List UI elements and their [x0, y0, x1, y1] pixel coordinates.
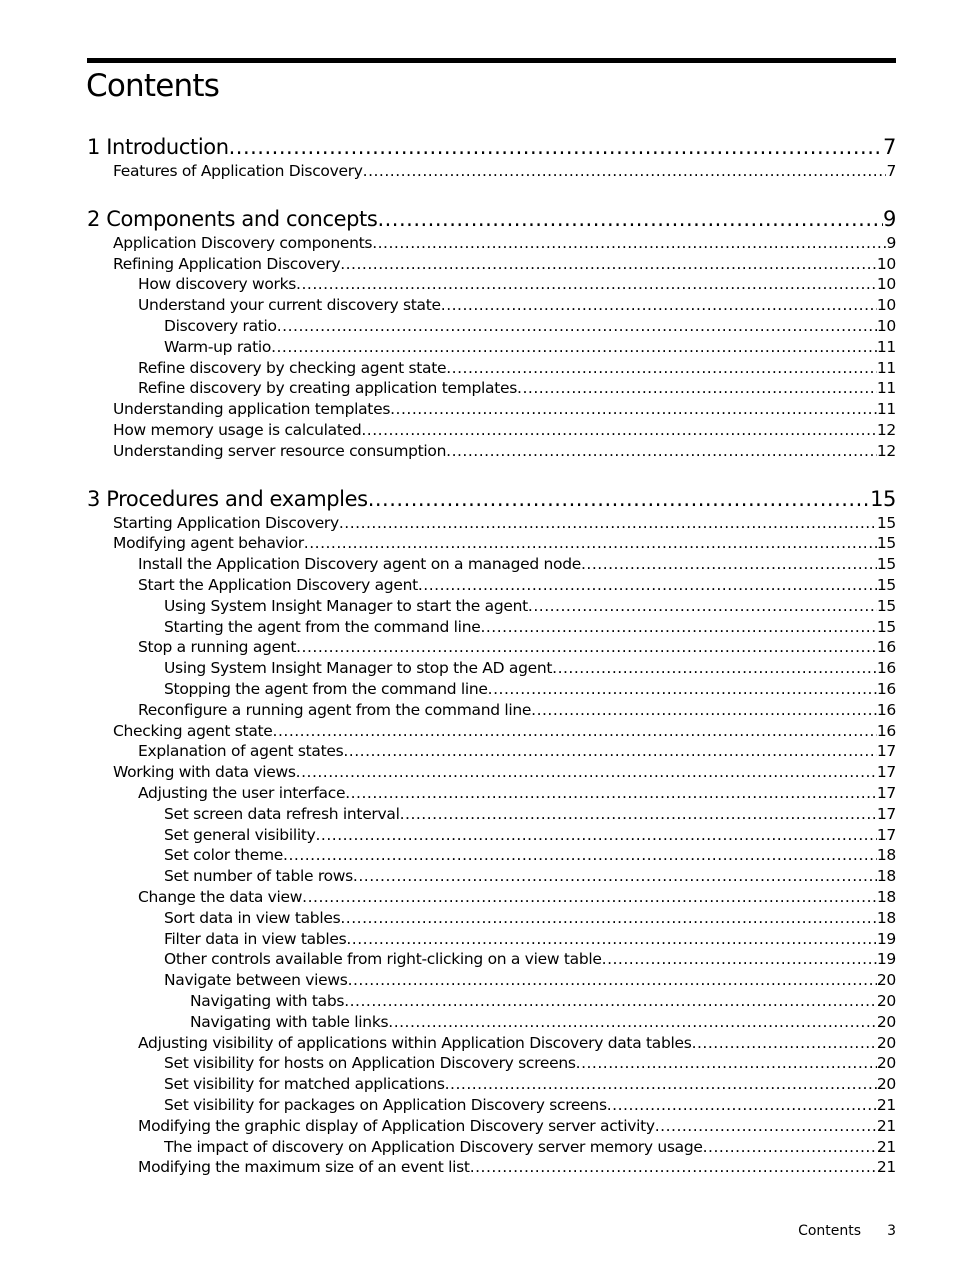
toc-leader-dots — [441, 295, 877, 315]
toc-entry-title: Install the Application Discovery agent on a managed node — [138, 555, 581, 574]
toc-entry-page: 18 — [876, 908, 896, 927]
toc-entry-title: Sort data in view tables — [164, 908, 341, 927]
toc-leader-dots — [390, 399, 877, 419]
footer-page-number: 3 — [887, 1223, 896, 1239]
toc-leader-dots — [446, 358, 877, 378]
toc-entry-title: Discovery ratio — [164, 317, 277, 335]
toc-entry-page: 9 — [886, 233, 896, 252]
toc-entry-page: 18 — [876, 867, 896, 886]
toc-entry-page: 10 — [876, 317, 896, 335]
footer-label: Contents — [798, 1223, 862, 1239]
toc-leader-dots — [470, 1157, 877, 1177]
toc-leader-dots — [361, 420, 877, 440]
toc-entry-title: Adjusting the user interface — [138, 784, 346, 802]
toc-entry-page: 11 — [876, 379, 896, 398]
toc-entry-title: Application Discovery components — [113, 233, 373, 252]
toc-entry-title: Navigating with table links — [190, 1012, 389, 1031]
toc-entry[interactable] — [113, 721, 896, 741]
toc-entry[interactable] — [113, 420, 896, 440]
toc-entry-page: 16 — [876, 659, 896, 678]
toc-entry[interactable] — [138, 554, 896, 574]
toc-entry-title: Starting the agent from the command line — [164, 617, 481, 636]
toc-entry-title: The impact of discovery on Application Discovery server memory usage — [164, 1137, 703, 1156]
toc-leader-dots — [316, 825, 877, 845]
toc-entry-page: 15 — [876, 513, 896, 532]
toc-leader-dots — [304, 533, 877, 553]
toc-entry[interactable] — [113, 441, 896, 461]
toc-entry-page: 20 — [876, 1054, 896, 1073]
toc-entry-title: Understanding application templates — [113, 400, 391, 419]
toc-entry[interactable] — [138, 1116, 896, 1136]
toc-entry-page: 16 — [876, 700, 896, 719]
toc-entry-page: 15 — [870, 486, 896, 511]
toc-entry-page: 16 — [876, 721, 896, 740]
toc-entry-title: Refine discovery by checking agent state — [138, 358, 447, 377]
toc-entry-page: 21 — [876, 1116, 896, 1135]
toc-entry[interactable] — [113, 513, 896, 533]
toc-entry-page: 20 — [876, 1012, 896, 1031]
toc-entry-title: Refining Application Discovery — [113, 254, 341, 273]
toc-leader-dots — [363, 161, 887, 181]
toc-entry-title: Navigating with tabs — [190, 992, 345, 1010]
toc-chapter-entry[interactable] — [87, 206, 896, 232]
toc-entry-page: 15 — [876, 576, 896, 594]
toc-leader-dots — [340, 908, 877, 928]
toc-entry-page: 15 — [876, 596, 896, 615]
toc-entry[interactable] — [164, 1053, 896, 1073]
toc-entry[interactable] — [190, 1012, 896, 1032]
toc-entry[interactable] — [164, 1095, 896, 1115]
toc-entry-page: 20 — [876, 992, 896, 1010]
toc-entry-title: 2 Components and concepts — [87, 206, 378, 231]
toc-entry-page: 7 — [883, 135, 896, 159]
toc-entry-page: 17 — [876, 825, 896, 844]
toc-entry-page: 17 — [876, 784, 896, 802]
toc-leader-dots — [692, 1033, 877, 1053]
toc-leader-dots — [302, 887, 877, 907]
toc-leader-dots — [418, 575, 877, 595]
toc-entry-title: Change the data view — [138, 888, 303, 906]
toc-entry-page: 17 — [876, 742, 896, 761]
toc-leader-dots — [368, 486, 870, 512]
toc-leader-dots — [602, 949, 877, 969]
toc-entry-title: Set screen data refresh interval — [164, 804, 400, 823]
toc-entry[interactable] — [138, 1033, 896, 1053]
toc-leader-dots — [296, 637, 877, 657]
toc-leader-dots — [517, 378, 877, 398]
toc-entry-page: 10 — [876, 254, 896, 273]
toc-entry-page: 10 — [876, 296, 896, 315]
toc-entry[interactable] — [138, 295, 896, 315]
page-title: Contents — [86, 68, 220, 104]
toc-entry[interactable] — [138, 378, 896, 398]
toc-entry-page: 10 — [876, 275, 896, 294]
toc-entry-page: 15 — [876, 555, 896, 574]
toc-entry[interactable] — [138, 1157, 896, 1177]
toc-entry-page: 11 — [876, 358, 896, 377]
toc-leader-dots — [528, 596, 877, 616]
toc-leader-dots — [277, 316, 877, 336]
toc-entry[interactable] — [164, 596, 896, 616]
toc-entry-title: Working with data views — [113, 763, 296, 782]
toc-entry-title: Modifying the maximum size of an event list — [138, 1158, 470, 1177]
toc-entry-title: Warm-up ratio — [164, 337, 272, 356]
toc-entry[interactable] — [138, 783, 896, 803]
toc-entry-page: 15 — [876, 534, 896, 553]
toc-entry-page: 18 — [876, 846, 896, 865]
toc-leader-dots — [296, 762, 877, 782]
toc-entry-title: Stopping the agent from the command line — [164, 680, 488, 698]
toc-entry-title: Start the Application Discovery agent — [138, 576, 418, 594]
toc-entry-title: Set number of table rows — [164, 867, 353, 886]
toc-entry-page: 20 — [876, 971, 896, 990]
toc-entry-title: Refine discovery by creating application templates — [138, 379, 518, 398]
toc-entry-title: Understand your current discovery state — [138, 296, 441, 315]
toc-entry[interactable] — [138, 700, 896, 720]
toc-leader-dots — [607, 1095, 877, 1115]
toc-leader-dots — [531, 700, 877, 720]
toc-entry-page: 12 — [876, 421, 896, 439]
toc-entry-page: 11 — [876, 400, 896, 419]
toc-entry[interactable] — [164, 825, 896, 845]
toc-entry-page: 9 — [883, 206, 896, 231]
toc-entry-title: Set general visibility — [164, 825, 316, 844]
toc-entry[interactable] — [164, 679, 896, 699]
toc-leader-dots — [353, 866, 877, 886]
toc-entry-title: Using System Insight Manager to start the agent — [164, 596, 528, 615]
toc-entry-title: Modifying the graphic display of Application Discovery server activity — [138, 1116, 655, 1135]
toc-entry-title: Other controls available from right-clicking on a view table — [164, 950, 602, 969]
toc-entry-title: Set visibility for hosts on Application Discovery screens — [164, 1054, 576, 1073]
toc-leader-dots — [343, 741, 877, 761]
toc-entry-page: 16 — [876, 680, 896, 698]
toc-entry-title: Starting Application Discovery — [113, 513, 339, 532]
toc-entry-page: 17 — [876, 763, 896, 782]
toc-leader-dots — [388, 1012, 877, 1032]
toc-leader-dots — [488, 679, 877, 699]
toc-entry-page: 19 — [876, 950, 896, 969]
toc-entry-title: Set visibility for matched applications — [164, 1075, 445, 1094]
toc-leader-dots — [339, 513, 877, 533]
toc-leader-dots — [445, 1074, 877, 1094]
toc-entry-title: Set color theme — [164, 846, 284, 865]
toc-leader-dots — [296, 274, 877, 294]
toc-chapter-entry[interactable] — [87, 134, 896, 160]
toc-leader-dots — [400, 804, 877, 824]
toc-entry-page: 21 — [876, 1137, 896, 1156]
toc-entry[interactable] — [113, 254, 896, 274]
toc-entry[interactable] — [164, 845, 896, 865]
toc-entry[interactable] — [113, 399, 896, 419]
toc-entry-title: 3 Procedures and examples — [87, 486, 368, 511]
toc-entry[interactable] — [113, 233, 896, 253]
toc-entry-title: How discovery works — [138, 275, 297, 294]
toc-leader-dots — [655, 1116, 877, 1136]
toc-entry-title: Using System Insight Manager to stop the AD agent — [164, 659, 553, 678]
toc-entry[interactable] — [138, 637, 896, 657]
toc-leader-dots — [576, 1053, 877, 1073]
toc-entry[interactable] — [164, 617, 896, 637]
toc-entry[interactable] — [164, 908, 896, 928]
toc-entry[interactable] — [190, 991, 896, 1011]
toc-entry[interactable] — [138, 887, 896, 907]
toc-entry[interactable] — [113, 533, 896, 553]
toc-leader-dots — [344, 991, 877, 1011]
toc-entry-title: Explanation of agent states — [138, 742, 344, 761]
toc-entry[interactable] — [164, 337, 896, 357]
toc-entry[interactable] — [113, 762, 896, 782]
toc-entry-page: 12 — [876, 441, 896, 460]
toc-leader-dots — [348, 970, 877, 990]
toc-entry-title: Reconfigure a running agent from the command line — [138, 700, 532, 719]
toc-entry[interactable] — [164, 658, 896, 678]
toc-entry-page: 16 — [876, 638, 896, 657]
toc-chapter-entry[interactable] — [87, 486, 896, 512]
toc-entry[interactable] — [164, 1074, 896, 1094]
toc-entry-page: 19 — [876, 929, 896, 948]
toc-entry[interactable] — [113, 161, 896, 181]
toc-entry[interactable] — [138, 575, 896, 595]
toc-leader-dots — [283, 845, 877, 865]
toc-entry[interactable] — [164, 970, 896, 990]
top-rule — [87, 58, 896, 63]
toc-entry[interactable] — [138, 358, 896, 378]
toc-leader-dots — [480, 617, 876, 637]
page-footer — [798, 1222, 896, 1240]
toc-leader-dots — [346, 929, 877, 949]
toc-entry-title: Stop a running agent — [138, 638, 297, 657]
toc-leader-dots — [581, 554, 877, 574]
toc-entry-title: 1 Introduction — [87, 135, 229, 159]
toc-entry-title: Set visibility for packages on Application Discovery screens — [164, 1096, 607, 1114]
toc-leader-dots — [446, 441, 877, 461]
toc-entry-title: How memory usage is calculated — [113, 421, 362, 439]
toc-entry-page: 7 — [886, 162, 896, 180]
toc-entry[interactable] — [138, 274, 896, 294]
toc-entry[interactable] — [138, 741, 896, 761]
toc-leader-dots — [377, 206, 883, 232]
toc-entry-page: 21 — [876, 1096, 896, 1114]
toc-leader-dots — [229, 134, 883, 160]
toc-entry-title: Checking agent state — [113, 721, 273, 740]
toc-entry[interactable] — [164, 804, 896, 824]
toc-entry-title: Adjusting visibility of applications within Application Discovery data tables — [138, 1033, 692, 1052]
toc-entry[interactable] — [164, 1137, 896, 1157]
toc-leader-dots — [552, 658, 877, 678]
toc-leader-dots — [345, 783, 877, 803]
toc-entry-title: Navigate between views — [164, 971, 348, 990]
toc-leader-dots — [340, 254, 877, 274]
toc-entry[interactable] — [164, 316, 896, 336]
toc-entry-page: 15 — [876, 617, 896, 636]
toc-leader-dots — [271, 337, 877, 357]
toc-entry-page: 11 — [876, 337, 896, 356]
toc-entry[interactable] — [164, 866, 896, 886]
toc-entry-page: 20 — [876, 1033, 896, 1052]
toc-leader-dots — [703, 1137, 877, 1157]
toc-entry[interactable] — [164, 929, 896, 949]
toc-leader-dots — [372, 233, 886, 253]
toc-entry-page: 20 — [876, 1075, 896, 1094]
toc-entry-title: Features of Application Discovery — [113, 162, 363, 180]
toc-entry-title: Filter data in view tables — [164, 929, 347, 948]
toc-leader-dots — [273, 721, 877, 741]
toc-entry-page: 21 — [876, 1158, 896, 1177]
toc-entry[interactable] — [164, 949, 896, 969]
toc-entry-page: 18 — [876, 888, 896, 906]
toc-entry-title: Modifying agent behavior — [113, 534, 304, 553]
toc-entry-title: Understanding server resource consumption — [113, 441, 447, 460]
toc-entry-page: 17 — [876, 804, 896, 823]
